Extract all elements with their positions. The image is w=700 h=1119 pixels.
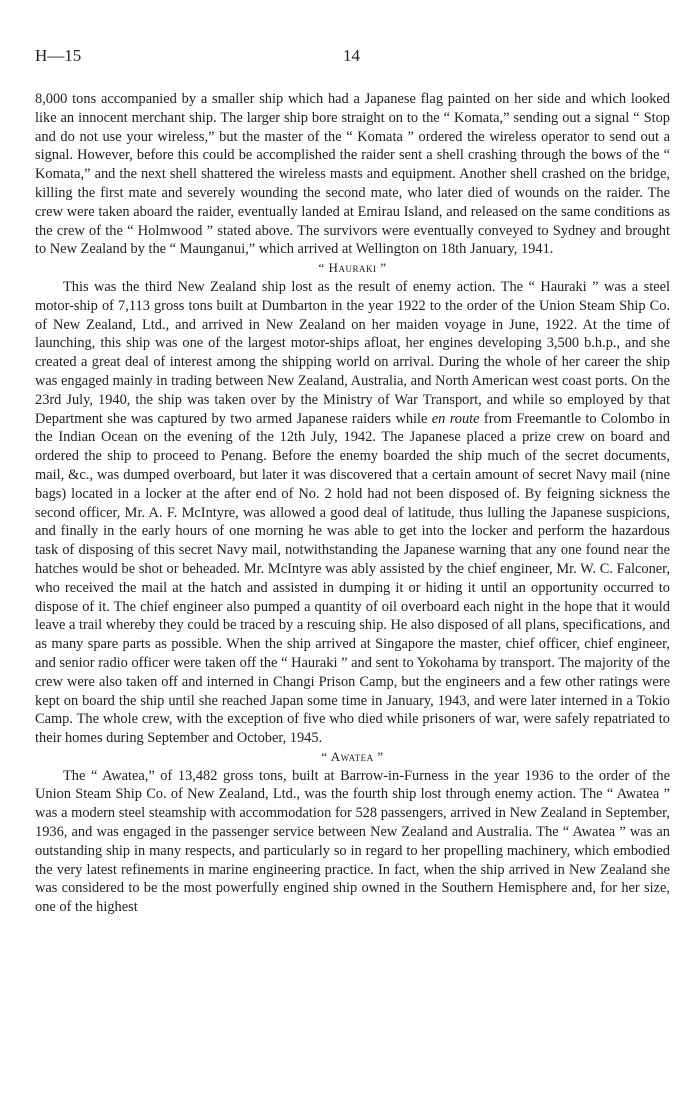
paragraph-hauraki-italic: en route xyxy=(431,410,480,427)
paragraph-hauraki-part-2: from Freemantle to Colombo in the Indian Ocean on the evening of the 12th July, 1942. The Japanese placed a prize crew on board and ordered the ship to proceed to Penang. Before the enemy boarded the ship much of the secret documents, mail, &c., was dumped overboard, but later it was discovered that a certain amount of secret Navy mail (nine bags) located in a locker at the after end of No. 2 hold had not been disposed of. By feigning sickness the second officer, Mr. A. F. McIntyre, was allowed a good deal of latitude, thus lulling the Japanese suspicions, and finally in the early hours of one morning he was able to get into the locker and perform the hazardous task of disposing of this secret Navy mail, notwithstanding the Japanese warning that any one found near the hatches would be shot or beheaded. Mr. McIntyre was ably assisted by the chief engineer, Mr. W. C. Falconer, who received the mail at the hatch and assisted in dumping it or hiding it until an opportunity occurred to dispose of it. The chief engineer also pumped a quantity of oil overboard each night in the hope that it would leave a trail whereby they could be traced by a rescuing ship. He also disposed of all plans, specifications, and as many spare parts as possible. When the ship arrived at Singapore the master, chief officer, chief engineer, and senior radio officer were taken off the “ Hauraki ” and sent to Yokohama by transport. The majority of the crew were also taken off and interned in Changi Prison Camp, but the engineers and a few other ratings were kept on board the ship until she reached Japan some time in January, 1943, and were later interned in a Tokio Camp. The whole crew, with the exception of five who died while prisoners of war, were safely repatriated to their homes during September and October, 1945. xyxy=(35,410,670,747)
paragraph-hauraki xyxy=(35,278,670,748)
paragraph-komata-continued: 8,000 tons accompanied by a smaller ship which had a Japanese flag painted on her side and which looked like an innocent merchant ship. The larger ship bore straight on to the “ Komata,” sending out a signal “ Stop and do not use your wireless,” but the master of the “ Komata ” ordered the wireless operator to send out a signal. However, before this could be accomplished the raider sent a shell crashing through the bows of the “ Komata,” and the next shell shattered the wireless masts and equipment. Another shell crashed on the bridge, killing the first mate and severely wounding the second mate, who later died of wounds on the raider. The crew were taken aboard the raider, eventually landed at Emirau Island, and released on the same conditions as the crew of the “ Holmwood ” stated above. The survivors were eventually conveyed to Sydney and brought to New Zealand by the “ Maunganui,” which arrived at Wellington on 18th January, 1941. xyxy=(35,91,670,258)
paragraph-hauraki-part-1: This was the third New Zealand ship lost as the result of enemy action. The “ Hauraki ” was a steel motor-ship of 7,113 gross tons built at Dumbarton in the year 1922 to the order of the Union Steam Ship Co. of New Zealand, Ltd., and arrived in New Zealand on her maiden voyage in June, 1922. At the time of launching, this ship was one of the largest motor-ships afloat, her engines developing 3,500 b.h.p., and she created a great deal of interest among the shipping world on arrival. During the whole of her career the ship was engaged mainly in trading between New Zealand, Australia, and North American west coast ports. On the 23rd July, 1940, the ship was taken over by the Ministry of War Transport, and while so employed by that Department she was captured by two armed Japanese raiders while xyxy=(35,278,670,427)
section-title-hauraki: “ Hauraki ” xyxy=(318,260,387,276)
page-number: 14 xyxy=(343,46,360,65)
section-title-awatea: “ Awatea ” xyxy=(321,748,384,764)
document-code: H—15 xyxy=(35,46,82,65)
paragraph-awatea: The “ Awatea,” of 13,482 gross tons, built at Barrow-in-Furness in the year 1936 to the order of the Union Steam Ship Co. of New Zealand, Ltd., was the fourth ship lost through enemy action. The “ Awatea ” was a modern steel steamship with accommodation for 528 passengers, arrived in New Zealand in September, 1936, and was engaged in the passenger service between New Zealand and Australia. The “ Awatea ” was an outstanding ship in many respects, and particularly so in regard to her propelling machinery, which embodied the very latest refinements in marine engineering practice. In fact, when the ship arrived in New Zealand she was considered to be the most powerfully engined ship owned in the Southern Hemisphere and, for her size, one of the highest xyxy=(35,767,670,916)
document-body xyxy=(35,90,670,917)
page-header xyxy=(35,46,670,72)
